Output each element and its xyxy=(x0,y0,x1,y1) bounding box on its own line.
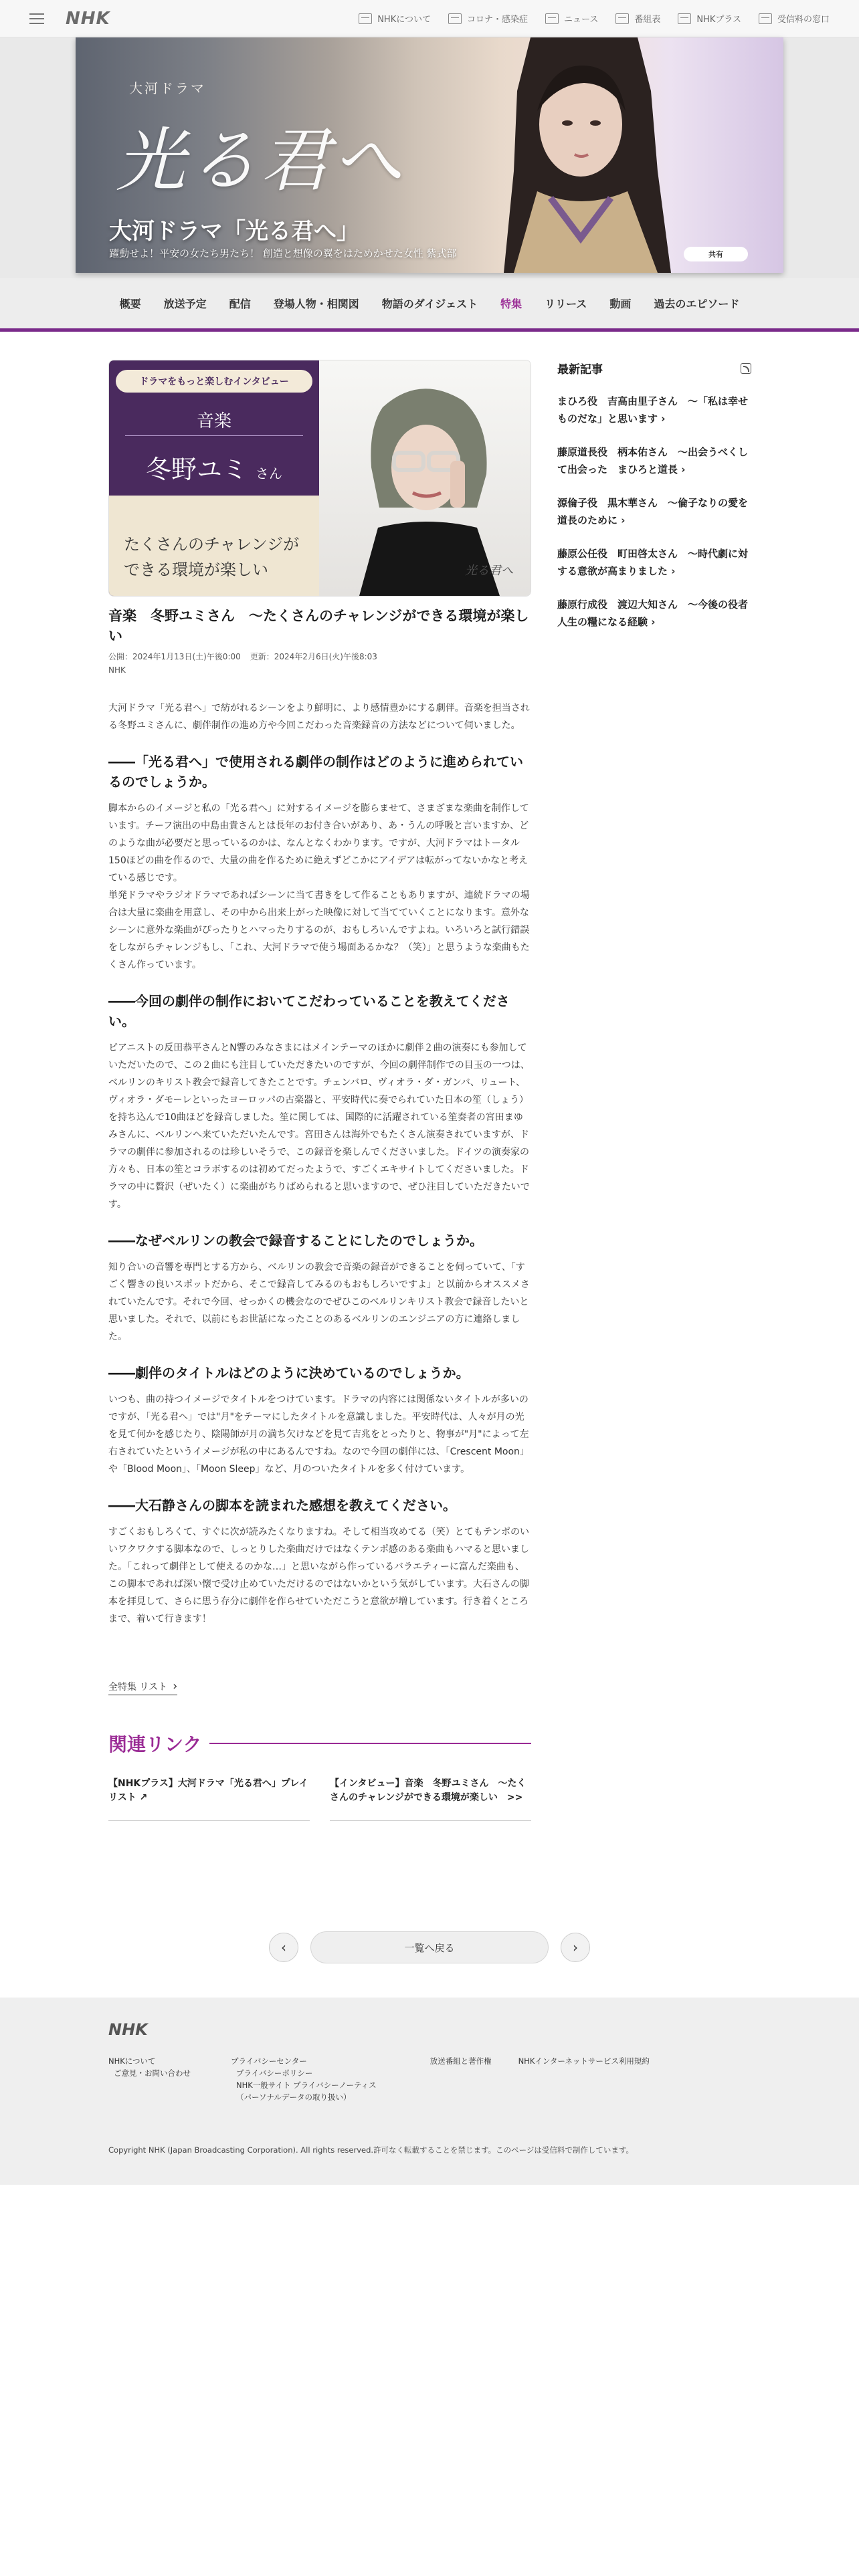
all-features-label: 全特集 リスト xyxy=(108,1682,168,1693)
tab-characters[interactable]: 登場人物・相関図 xyxy=(273,298,359,310)
image-portrait-panel xyxy=(319,360,531,596)
answer-paragraph: 知り合いの音響を専門とする方から、ベルリンの教会で音楽の録音ができることを伺っていて、「すごく響きの良いスポットだから、そこで録音してみるのもおもしろいですよ」と以前からオススメされていたんです。それで今回、せっかくの機会なのでぜひこのベルリンキリスト教会で録音したいと思いました。それで、以前にもお世話になったことのあるベルリンのエンジニアの方に連絡しました。 xyxy=(108,1262,530,1342)
share-button[interactable]: 共有 xyxy=(684,247,748,261)
image-genre: 音楽 xyxy=(196,411,231,431)
question-heading: ――なぜベルリンの教会で録音することにしたのでしょうか。 xyxy=(108,1232,483,1249)
image-name xyxy=(109,449,319,486)
related-link-interview[interactable] xyxy=(330,1777,531,1821)
updated-date: 更新：2024年2月6日(火)午後8:03 xyxy=(250,652,377,661)
answer-paragraph: すごくおもしろくて、すぐに次が読みたくなりますね。そして相当攻めてる（笑）とてもテンポのいいワクワクする脚本なので、しっとりした楽曲だけではなくテンポ感のある楽曲もハマると思いました。「これって劇伴として使えるのかな…」と思いながら作っているバラエティーに富んだ楽曲も、この脚本であれば深い懐で受け止めていただけるのではないかという気がしています。大石さんの脚本を拝見して、さらに思う存分に劇伴を作らせていただこうと意欲が増しています。行き着くところまで、着いて行きます！ xyxy=(108,1527,530,1624)
chevron-right-icon: › xyxy=(173,1679,178,1693)
image-quote-line: たくさんのチャレンジが xyxy=(124,535,300,554)
image-quote xyxy=(124,532,299,582)
image-signature: 光る君へ xyxy=(465,564,513,578)
external-link-icon: ↗ xyxy=(139,1792,148,1803)
footer-link[interactable]: プライバシーポリシー xyxy=(236,2068,313,2078)
all-features-link[interactable] xyxy=(108,1680,177,1695)
tv-icon xyxy=(678,13,691,24)
article-title: 音楽 冬野ユミさん ～たくさんのチャレンジができる環境が楽しい xyxy=(108,608,529,644)
hero-portrait xyxy=(450,37,704,273)
tab-digest[interactable]: 物語のダイジェスト xyxy=(381,298,478,310)
hero-subtitle: 躍動せよ！平安の女たち男たち！ 創造と想像の翼をはためかせた女性 紫式部 xyxy=(109,247,457,259)
article-lead: 大河ドラマ「光る君へ」で紡がれるシーンをより鮮明に、より感情豊かにする劇伴。音楽を担当される冬野ユミさんに、劇伴制作の進め方や今回こだわった音楽録音の方法などについて伺いました。 xyxy=(108,703,530,731)
sidebar-article-link[interactable] xyxy=(557,545,751,580)
question-heading: ――大石静さんの脚本を読まれた感想を教えてください。 xyxy=(108,1497,456,1513)
nav-label: コロナ・感染症 xyxy=(466,15,528,25)
tab-release[interactable]: リリース xyxy=(545,298,587,310)
news-icon xyxy=(545,13,559,24)
article-meta xyxy=(108,650,531,677)
footer-col xyxy=(231,2055,377,2103)
related-divider xyxy=(209,1743,531,1744)
footer-col xyxy=(108,2055,191,2103)
sidebar-article-link[interactable] xyxy=(557,393,751,427)
tab-video[interactable]: 動画 xyxy=(609,298,632,310)
sidebar-title: 最新記事 xyxy=(557,363,603,377)
global-nav xyxy=(359,12,830,25)
chevron-right-icon: › xyxy=(621,514,626,526)
footer-col xyxy=(518,2055,650,2103)
related-link-plus[interactable] xyxy=(108,1777,310,1821)
nav-label: 受信料の窓口 xyxy=(777,15,830,25)
related-links xyxy=(108,1777,531,1821)
footer-link[interactable]: プライバシーセンター xyxy=(231,2056,307,2066)
section-tabs xyxy=(0,278,859,332)
image-name-text: 冬野ユミ xyxy=(145,455,248,484)
nav-corona[interactable] xyxy=(448,12,528,25)
interview-pill: ドラマをもっと楽しむインタビュー xyxy=(116,370,312,393)
question-heading: ――今回の劇伴の制作においてこだわっていることを教えてください。 xyxy=(108,993,510,1029)
nav-label: 番組表 xyxy=(634,15,661,25)
answer-paragraph: 脚本からのイメージと私の「光る君へ」に対するイメージを膨らませて、さまざまな楽曲を制作しています。チーフ演出の中島由貴さんとは長年のお付き合いがあり、あ・うんの呼吸と言いますか、どのような曲が必要だと思っているのかは、なんとなくわかります。ですが、大河ドラマはトータル150ほどの曲を作るので、大量の曲を作るために絶えずどこかにアイデアは転がってないかなと考えている感じです。 単発ドラマやラジオドラマであればシーンに当て書きをして作ることもありますが、連続ドラマの場合は大量に楽曲を用意し、その中から出来上がった映像に対して当てていくことになります。意外なシーンに意外な楽曲がぴったりとハマったりするのが、おもしろいんですよね。いろいろと試行錯誤をしながらチャレンジもし、「これ、大河ドラマで使う場面あるかな？（笑）」と思うような楽曲もたくさん作っています。 xyxy=(108,803,530,970)
chevron-right-icon: › xyxy=(651,616,656,628)
sidebar-article-label: まひろ役 吉高由里子さん ～「私は幸せものだな」と思います xyxy=(557,395,749,425)
virus-icon xyxy=(448,13,462,24)
related-header xyxy=(108,1730,531,1757)
sidebar xyxy=(557,360,751,631)
footer-link[interactable]: ご意見・お問い合わせ xyxy=(114,2068,191,2078)
tab-streaming[interactable]: 配信 xyxy=(229,298,251,310)
nav-label: ニュース xyxy=(563,15,599,25)
copyright: Copyright NHK (Japan Broadcasting Corporation). All rights reserved.許可なく転載することを禁じます。このページは受信料で制作しています。 xyxy=(108,2145,634,2155)
image-quote-line: できる環境が楽しい xyxy=(124,560,268,579)
menu-icon[interactable] xyxy=(29,13,44,24)
sidebar-article-link[interactable] xyxy=(557,494,751,529)
next-button[interactable]: › xyxy=(561,1933,590,1962)
hero-title: 大河ドラマ「光る君へ」 xyxy=(109,218,359,245)
nav-plus[interactable] xyxy=(678,12,741,25)
nav-label: NHKについて xyxy=(377,15,431,25)
footer-link[interactable]: NHKインターネットサービス利用規約 xyxy=(518,2056,650,2066)
answer-paragraph: いつも、曲の持つイメージでタイトルをつけています。ドラマの内容には関係ないタイトルが多いのですが、「光る君へ」では"月"をテーマにしたタイトルを意識しました。平安時代は、人々が月の光を見て何かを感じたり、陰陽師が月の満ち欠けなどを見て吉兆をとったりと、物事が"月"によって左右されていたというイメージが私の中にあるんですね。なので今回の劇伴には、「Crescent Moon」や「Blood Moon」、「Moon Sleep」など、月のついたタイトルを多く付けています。 xyxy=(108,1394,529,1475)
article-hero-image xyxy=(108,360,531,597)
sidebar-header xyxy=(557,360,751,377)
sidebar-article-link[interactable] xyxy=(557,443,751,478)
tab-schedule[interactable]: 放送予定 xyxy=(163,298,207,310)
chevron-right-icon: › xyxy=(671,565,676,577)
related-link-label: 【NHKプラス】大河ドラマ「光る君へ」プレイリスト xyxy=(108,1778,308,1803)
nav-news[interactable] xyxy=(545,12,598,25)
question-heading: ――劇伴のタイトルはどのように決めているのでしょうか。 xyxy=(108,1365,470,1381)
footer-link[interactable]: 放送番組と著作権 xyxy=(430,2056,492,2066)
footer-link[interactable]: （パーソナルデータの取り扱い） xyxy=(236,2092,351,2102)
footer-links xyxy=(108,2055,650,2103)
hero-banner[interactable] xyxy=(76,37,783,273)
hero-brush-title: 光る君へ xyxy=(116,120,405,201)
sidebar-article-label: 源倫子役 黒木華さん ～倫子なりの愛を 道長のために xyxy=(557,497,749,526)
sidebar-article-label: 藤原行成役 渡辺大知さん ～今後の役者人生の糧になる経験 xyxy=(557,599,749,628)
article-source: NHK xyxy=(108,665,126,675)
schedule-icon xyxy=(615,13,629,24)
tab-overview[interactable]: 概要 xyxy=(119,298,141,310)
person-icon xyxy=(759,13,772,24)
footer-link[interactable]: NHK一般サイト プライバシーノーティス xyxy=(236,2080,377,2090)
back-to-list-button[interactable]: 一覧へ戻る xyxy=(310,1931,549,1963)
footer-col xyxy=(430,2055,492,2103)
nav-about[interactable] xyxy=(359,12,431,25)
building-icon xyxy=(359,13,372,24)
rss-icon[interactable] xyxy=(741,363,751,374)
sidebar-article-link[interactable] xyxy=(557,596,751,631)
tab-past-episodes[interactable]: 過去のエピソード xyxy=(654,298,740,310)
related-title: 関連リンク xyxy=(108,1733,202,1755)
hero-small-label: 大河ドラマ xyxy=(129,80,206,96)
global-header xyxy=(0,0,859,37)
related-link-label: 【インタビュー】音楽 冬野ユミさん ～たくさんのチャレンジができる環境が楽しい >> xyxy=(330,1778,527,1803)
hero-section xyxy=(0,37,859,278)
sidebar-article-label: 藤原道長役 柄本佑さん ～出会うべくして出会った まひろと道長 xyxy=(557,446,749,475)
article xyxy=(108,360,531,1821)
footer-logo[interactable]: NHK xyxy=(108,2020,148,2039)
tab-features[interactable]: 特集 xyxy=(500,298,522,310)
footer-link[interactable]: NHKについて xyxy=(108,2056,156,2066)
chevron-right-icon: › xyxy=(681,463,686,475)
nav-label: NHKプラス xyxy=(696,15,741,25)
nhk-logo[interactable]: NHK xyxy=(66,8,110,29)
sidebar-article-label: 藤原公任役 町田啓太さん ～時代劇に対する意欲が高まりました xyxy=(557,548,749,577)
image-text-panel xyxy=(109,360,319,596)
pager xyxy=(269,1930,590,1965)
image-divider xyxy=(125,435,303,436)
published-date: 公開：2024年1月13日(土)午後0:00 xyxy=(108,652,241,661)
image-honorific: さん xyxy=(256,465,283,481)
nav-schedule[interactable] xyxy=(615,12,660,25)
answer-paragraph: ピアニストの反田恭平さんとN響のみなさまにはメインテーマのほかに劇伴２曲の演奏にも参加していただいたので、この２曲にも注目していただきたいのですが、今回の劇伴制作での目玉の一つは、ベルリンのキリスト教会で録音してきたことです。チェンバロ、ヴィオラ・ダ・ガンバ、リュート、ヴィオラ・ダモーレといったヨーロッパの古楽器と、平安時代に奏でられていた日本の笙（しょう）を持ち込んで10曲ほどを録音しました。笙に関しては、国際的に活躍されている笙奏者の宮田まゆみさんに、ベルリンへ来ていただいたんです。宮田さんは海外でもたくさん演奏されていますが、ドラマの劇伴に参加されるのは珍しいそうで、この録音を楽しんでくださいました。ドイツの演奏家の方々も、日本の笙とコラボするのは初めてだったようで、すごくエキサイトしてくださいました。ドラマの中に贅沢（ぜいたく）に楽曲がちりばめられると思いますので、ぜひ注目していただきたいです。 xyxy=(108,1043,530,1210)
chevron-right-icon: › xyxy=(661,413,666,425)
question-heading: ――「光る君へ」で使用される劇伴の制作はどのように進められているのでしょうか。 xyxy=(108,754,523,790)
footer xyxy=(0,1998,859,2185)
nav-receiving-fee[interactable] xyxy=(759,12,830,25)
prev-button[interactable]: ‹ xyxy=(269,1933,298,1962)
